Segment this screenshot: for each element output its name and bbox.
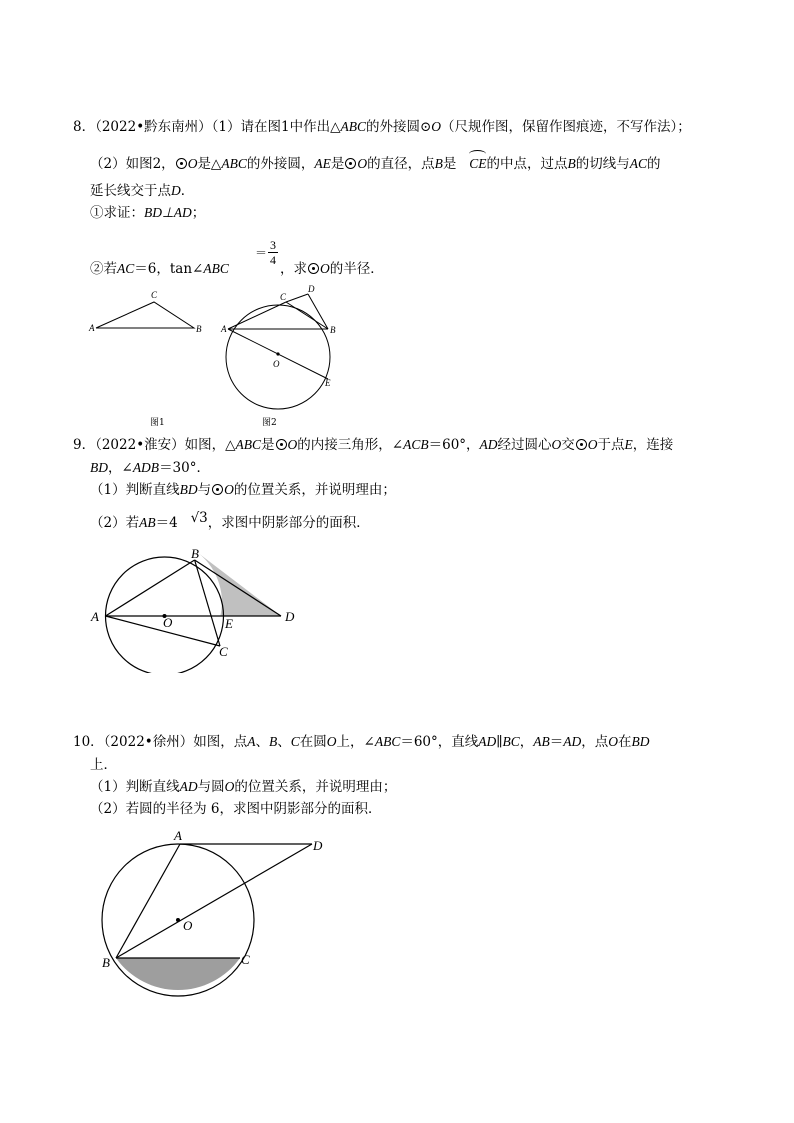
center-o	[276, 352, 279, 355]
fraction-denominator: 4	[270, 253, 276, 267]
label-a: A	[221, 324, 227, 334]
label-o: O	[273, 359, 280, 369]
label-c: C	[280, 292, 287, 302]
circle-o-symbol-icon	[308, 263, 319, 274]
arc-ce-symbol: CE	[469, 153, 486, 173]
circle-o-symbol-icon	[176, 158, 187, 169]
label-c: C	[241, 952, 250, 967]
segment-bd	[116, 844, 312, 958]
q8-equals-sign: ＝	[255, 246, 268, 260]
q8-figure-2-caption: 图2	[262, 418, 277, 428]
q8-statement-line2: （2）如图2， O是△ABC的外接圆，AE是 O的直径，点B是 CE的中点，过点B的切线与AC的	[90, 153, 660, 173]
q9-figure	[88, 543, 308, 673]
q9-part-1: （1）判断直线BD与 O的位置关系，并说明理由；	[90, 482, 396, 498]
label-c: C	[219, 644, 228, 659]
label-d: D	[313, 838, 323, 853]
label-d: D	[308, 284, 315, 294]
q8-figure-2	[218, 282, 348, 412]
label-b: B	[330, 325, 336, 335]
label-b: B	[102, 955, 110, 970]
q8-fraction	[268, 238, 278, 267]
label-b: B	[196, 324, 202, 334]
q10-part-2: （2）若圆的半径为 6，求图中阴影部分的面积．	[90, 801, 382, 817]
q10-figure	[98, 828, 328, 998]
q10-number: 10．	[73, 734, 104, 750]
label-o: O	[183, 918, 193, 933]
q8-figure-1	[86, 288, 211, 338]
q8-figure-1-caption: 图1	[150, 418, 165, 428]
q9-statement-line2: BD，∠ADB＝30°．	[90, 460, 210, 476]
segment-cd	[286, 294, 308, 302]
label-a: A	[89, 323, 95, 333]
q8-number: 8．	[73, 119, 96, 135]
q9-part-2: （2）若AB＝4 √3，求图中阴影部分的面积．	[90, 510, 370, 531]
q8-source: （2022•黔东南州）	[95, 119, 212, 135]
segment-ab	[116, 844, 180, 958]
label-e: E	[225, 616, 233, 631]
center-o	[176, 918, 180, 922]
q8-subquestion-2-tail: ，求 O的半径．	[280, 261, 384, 277]
shaded-region	[195, 550, 281, 616]
q8-statement-line1: 8．（2022•黔东南州）（1）请在图1中作出△ABC的外接圆⊙O（尺规作图，保留作图痕迹，不写作法）；	[73, 119, 691, 135]
segment-cb	[286, 302, 328, 329]
q8-subquestion-2: ②若AC＝6，tan∠ABC	[90, 261, 229, 277]
circle-o-symbol-icon	[576, 439, 587, 450]
label-e: E	[325, 378, 331, 388]
segment-ab	[106, 560, 195, 616]
label-d: D	[285, 609, 295, 624]
q9-statement-line1: 9．（2022•淮安）如图，△ABC是 O的内接三角形，∠ACB＝60°，AD经过圆心O交 O于点E，连接	[73, 437, 674, 453]
circle-o-symbol-icon	[212, 484, 223, 495]
shaded-segment	[116, 958, 240, 990]
segment-ac	[228, 302, 286, 329]
label-b: B	[191, 546, 199, 561]
q10-statement-line1: 10．（2022•徐州）如图，点A、B、C在圆O上，∠ABC＝60°，直线AD∥BC，AB＝AD，点O在BD	[73, 734, 650, 750]
q10-statement-line2: 上．	[90, 757, 117, 773]
q8-subquestion-1: ①求证：BD⊥AD；	[90, 205, 206, 221]
q8-statement-line3: 延长线交于点D．	[90, 183, 195, 199]
label-a: A	[91, 609, 99, 624]
q10-part-1: （1）判断直线AD与圆O的位置关系，并说明理由；	[90, 779, 397, 795]
label-o: O	[163, 615, 173, 630]
q9-number: 9．	[73, 437, 96, 453]
circle-o-symbol-icon	[276, 439, 287, 450]
sqrt-three: √3	[190, 510, 208, 526]
triangle-abc	[96, 302, 194, 328]
label-a: A	[174, 828, 182, 843]
circle-o-symbol-icon	[345, 158, 356, 169]
label-c: C	[151, 290, 158, 300]
fraction-numerator: 3	[270, 238, 276, 252]
